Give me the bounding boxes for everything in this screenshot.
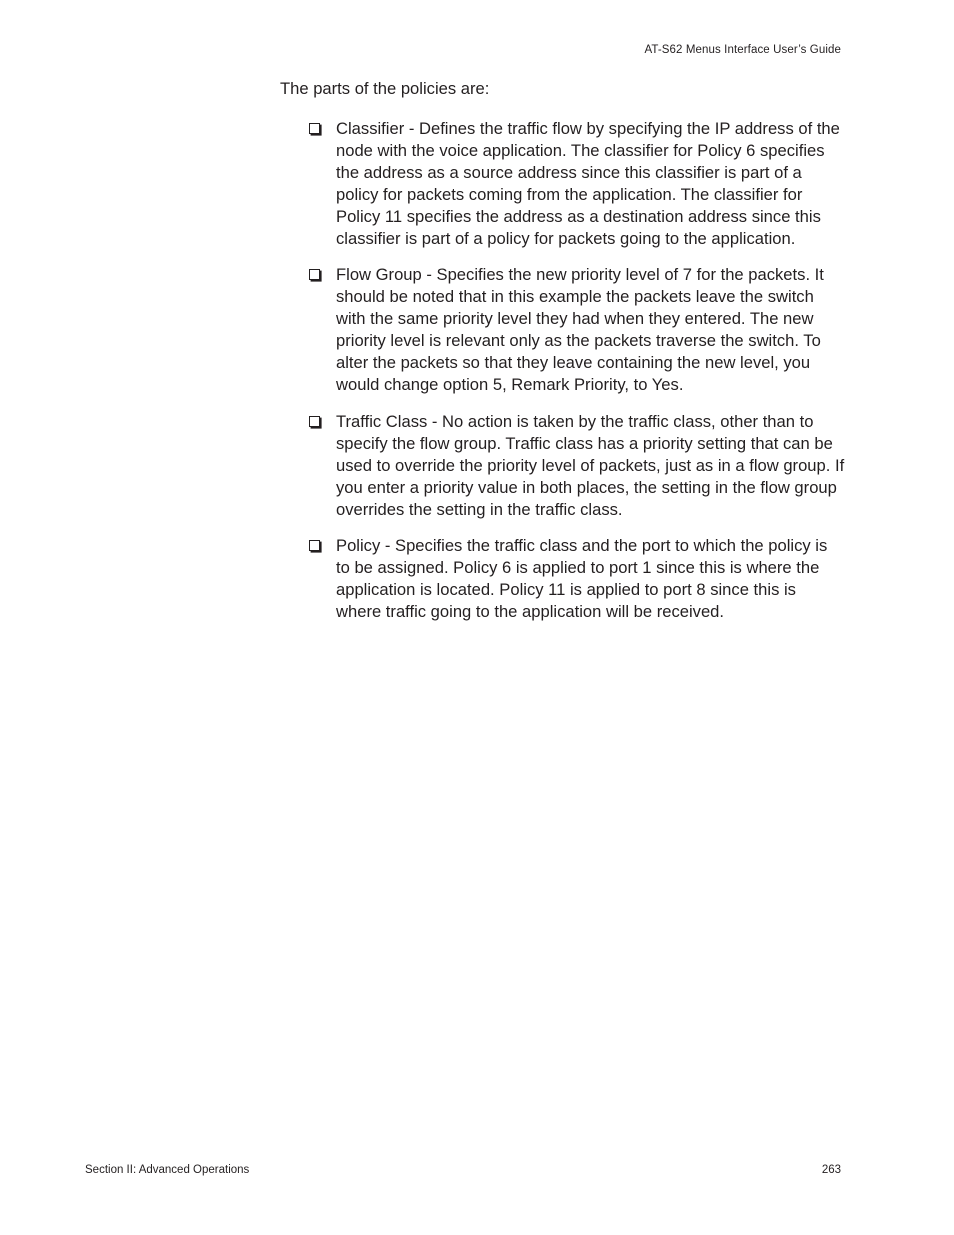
list-item-text: Policy - Specifies the traffic class and the port to which the policy is to be assigned. Policy 6 is applied to port 1 since this is where the application is located. Policy 11 is applied to port 8 since this is where traffic going to the application will be received. xyxy=(336,536,828,622)
list-item xyxy=(308,264,845,395)
intro-paragraph: The parts of the policies are: xyxy=(280,79,490,98)
footer-page-number: 263 xyxy=(821,1164,841,1176)
list-item-text: Traffic Class - No action is taken by the traffic class, other than to specify the flow group. Traffic class has a priority setting that can be used to override the priority level of packets, just as in a flow group. If you enter a priority value in both places, the setting in the flow group overrides the setting in the traffic class. xyxy=(336,411,845,519)
page-content xyxy=(280,78,845,638)
list-item xyxy=(308,118,845,249)
checkbox-square-icon xyxy=(309,416,320,427)
policy-parts-list xyxy=(280,118,845,623)
checkbox-square-icon xyxy=(309,269,320,280)
checkbox-square-icon xyxy=(309,540,320,551)
footer-section-title: Section II: Advanced Operations xyxy=(85,1164,250,1176)
checkbox-square-icon xyxy=(309,123,320,134)
list-item-text: Classifier - Defines the traffic flow by specifying the IP address of the node with the voice application. The classifier for Policy 6 specifies the address as a source address since this classifier is part of a policy for packets coming from the application. The classifier for Policy 11 specifies the address as a destination address since this classifier is part of a policy for packets going to the application. xyxy=(336,119,840,248)
running-header-title: AT-S62 Menus Interface User’s Guide xyxy=(644,44,841,56)
list-item xyxy=(308,535,845,623)
list-item xyxy=(308,411,845,521)
list-item-text: Flow Group - Specifies the new priority level of 7 for the packets. It should be noted that in this example the packets leave the switch with the same priority level they had when they entered. The new priority level is relevant only as the packets traverse the switch. To alter the packets so that they leave containing the new level, you would change option 5, Remark Priority, to Yes. xyxy=(336,265,824,394)
